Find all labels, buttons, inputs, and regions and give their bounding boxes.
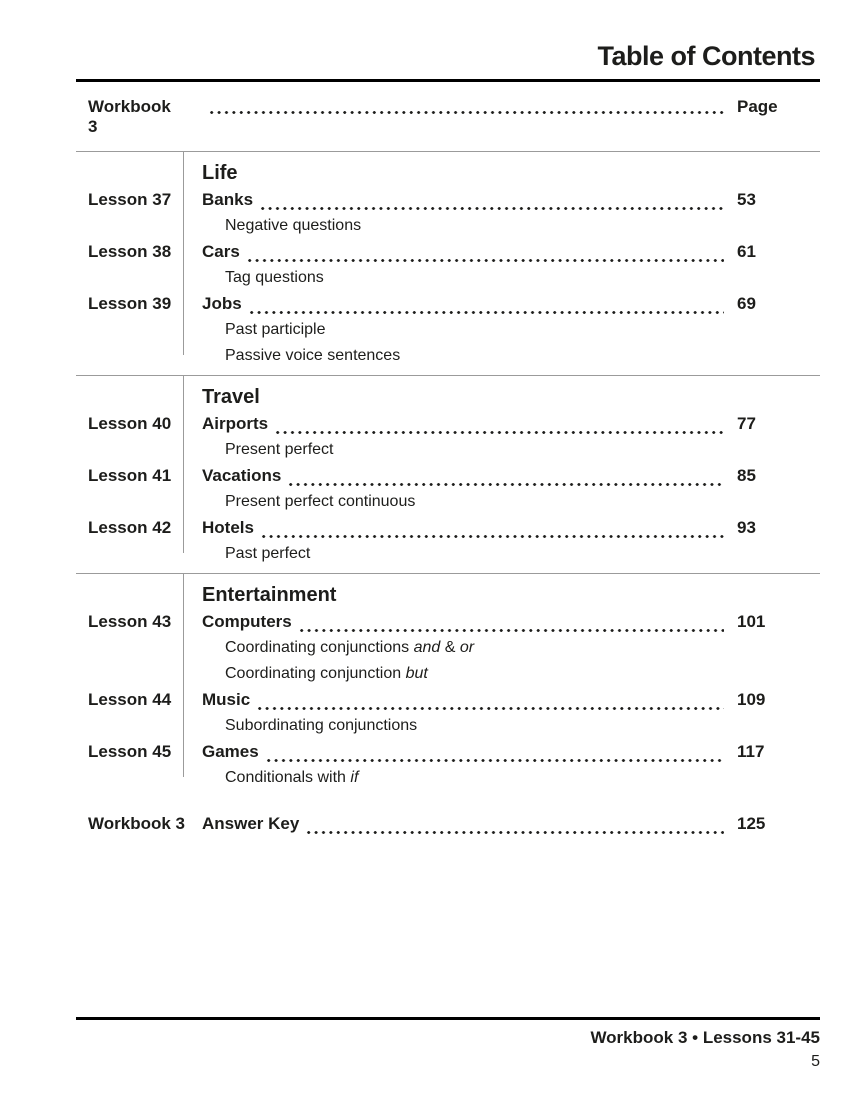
entry-page-number: 101 [737,612,766,631]
toc-entry [76,515,820,567]
section-entries [76,609,820,791]
lesson-label: Lesson 45 [88,742,172,761]
entry-page-number: 53 [737,190,756,209]
entry-leader-row [202,687,820,713]
entry-subtopics [202,213,820,239]
footer-page-number: 5 [811,1053,820,1070]
dot-leader [265,759,724,762]
entry-title: Games [202,742,259,761]
entry-leader-row [202,463,820,489]
toc-entry [76,291,820,369]
entry-title: Jobs [202,294,242,313]
section-entries [76,187,820,369]
entry-page-number: 69 [737,294,756,313]
entry-title: Computers [202,612,292,631]
subtopic-text: Coordinating conjunction but [225,665,428,682]
entry-page-number: 109 [737,690,766,709]
entry-title: Music [202,690,251,709]
entry-leader-row [202,411,820,437]
toc-entry [76,187,820,239]
entry-title: Vacations [202,466,282,485]
section-divider [183,152,184,355]
entry-content [183,239,820,291]
page-title: Table of Contents [597,41,815,71]
lesson-label: Lesson 38 [88,242,172,261]
entry-content [183,739,820,791]
dot-leader [305,831,724,834]
dot-leader [256,707,724,710]
dot-leader [208,111,724,114]
subtopic-text: Present perfect [225,441,334,458]
lesson-label: Lesson 39 [88,294,172,313]
footer-title: Workbook 3 • Lessons 31-45 [590,1028,820,1047]
entry-title: Banks [202,190,254,209]
entry-content [183,187,820,239]
toc-content [76,0,820,837]
entry-subtopics [202,265,820,291]
entry-content [183,687,820,739]
answer-key-row [76,811,820,837]
subtopic-text: Negative questions [225,217,362,234]
entry-subtopics [202,489,820,515]
entry-subtopics [202,713,820,739]
entry-content [183,291,820,369]
entry-leader-row [202,187,820,213]
toc-section [76,375,820,573]
dot-leader [248,311,724,314]
entry-page-number: 61 [737,242,756,261]
lesson-label: Lesson 43 [88,612,172,631]
toc-section [76,151,820,375]
workbook-label: Workbook 3 [88,814,185,833]
subtopic-text: Conditionals with if [225,769,359,786]
dot-leader [259,207,724,210]
entry-page-number: 93 [737,518,756,537]
toc-header-row [76,82,820,151]
toc-entry [76,463,820,515]
answer-key-leader-row [183,811,820,837]
entry-leader-row [202,291,820,317]
workbook-label: Workbook 3 [88,97,171,136]
section-divider [183,376,184,553]
entry-content [183,515,820,567]
entry-page-number: 85 [737,466,756,485]
sections [76,151,820,797]
entry-content [183,463,820,515]
toc-entry [76,739,820,791]
entry-subtopics [202,317,820,369]
page-column-label: Page [737,97,778,116]
lesson-label: Lesson 44 [88,690,172,709]
answer-key-title: Answer Key [202,814,300,833]
dot-leader [298,629,724,632]
subtopic-text: Coordinating conjunctions and & or [225,639,475,656]
entry-content [183,411,820,463]
entry-title: Cars [202,242,240,261]
subtopic-text: Present perfect continuous [225,493,416,510]
lesson-label: Lesson 40 [88,414,172,433]
toc-entry [76,687,820,739]
entry-subtopics [202,765,820,791]
subtopic-text: Passive voice sentences [225,347,401,364]
answer-key-page-number: 125 [737,814,766,833]
dot-leader [246,259,724,262]
section-title: Travel [202,386,260,408]
header-leader-row [183,97,820,117]
subtopic-text: Tag questions [225,269,324,286]
lesson-label: Lesson 37 [88,190,172,209]
toc-entry [76,411,820,463]
entry-leader-row [202,739,820,765]
section-title: Life [202,162,238,184]
entry-content [183,609,820,687]
section-entries [76,411,820,567]
entry-title: Airports [202,414,269,433]
dot-leader [260,535,724,538]
lesson-label: Lesson 42 [88,518,172,537]
entry-leader-row [202,239,820,265]
entry-subtopics [202,437,820,463]
section-title: Entertainment [202,584,337,606]
dot-leader [274,431,724,434]
entry-title: Hotels [202,518,254,537]
entry-page-number: 117 [737,742,765,761]
toc-entry [76,239,820,291]
page-footer [76,1017,820,1071]
dot-leader [287,483,724,486]
entry-subtopics [202,541,820,567]
entry-page-number: 77 [737,414,756,433]
section-divider [183,574,184,777]
subtopic-text: Past perfect [225,545,311,562]
entry-leader-row [202,515,820,541]
toc-entry [76,609,820,687]
lesson-label: Lesson 41 [88,466,172,485]
subtopic-text: Subordinating conjunctions [225,717,418,734]
entry-subtopics [202,635,820,687]
toc-section [76,573,820,797]
entry-leader-row [202,609,820,635]
subtopic-text: Past participle [225,321,326,338]
